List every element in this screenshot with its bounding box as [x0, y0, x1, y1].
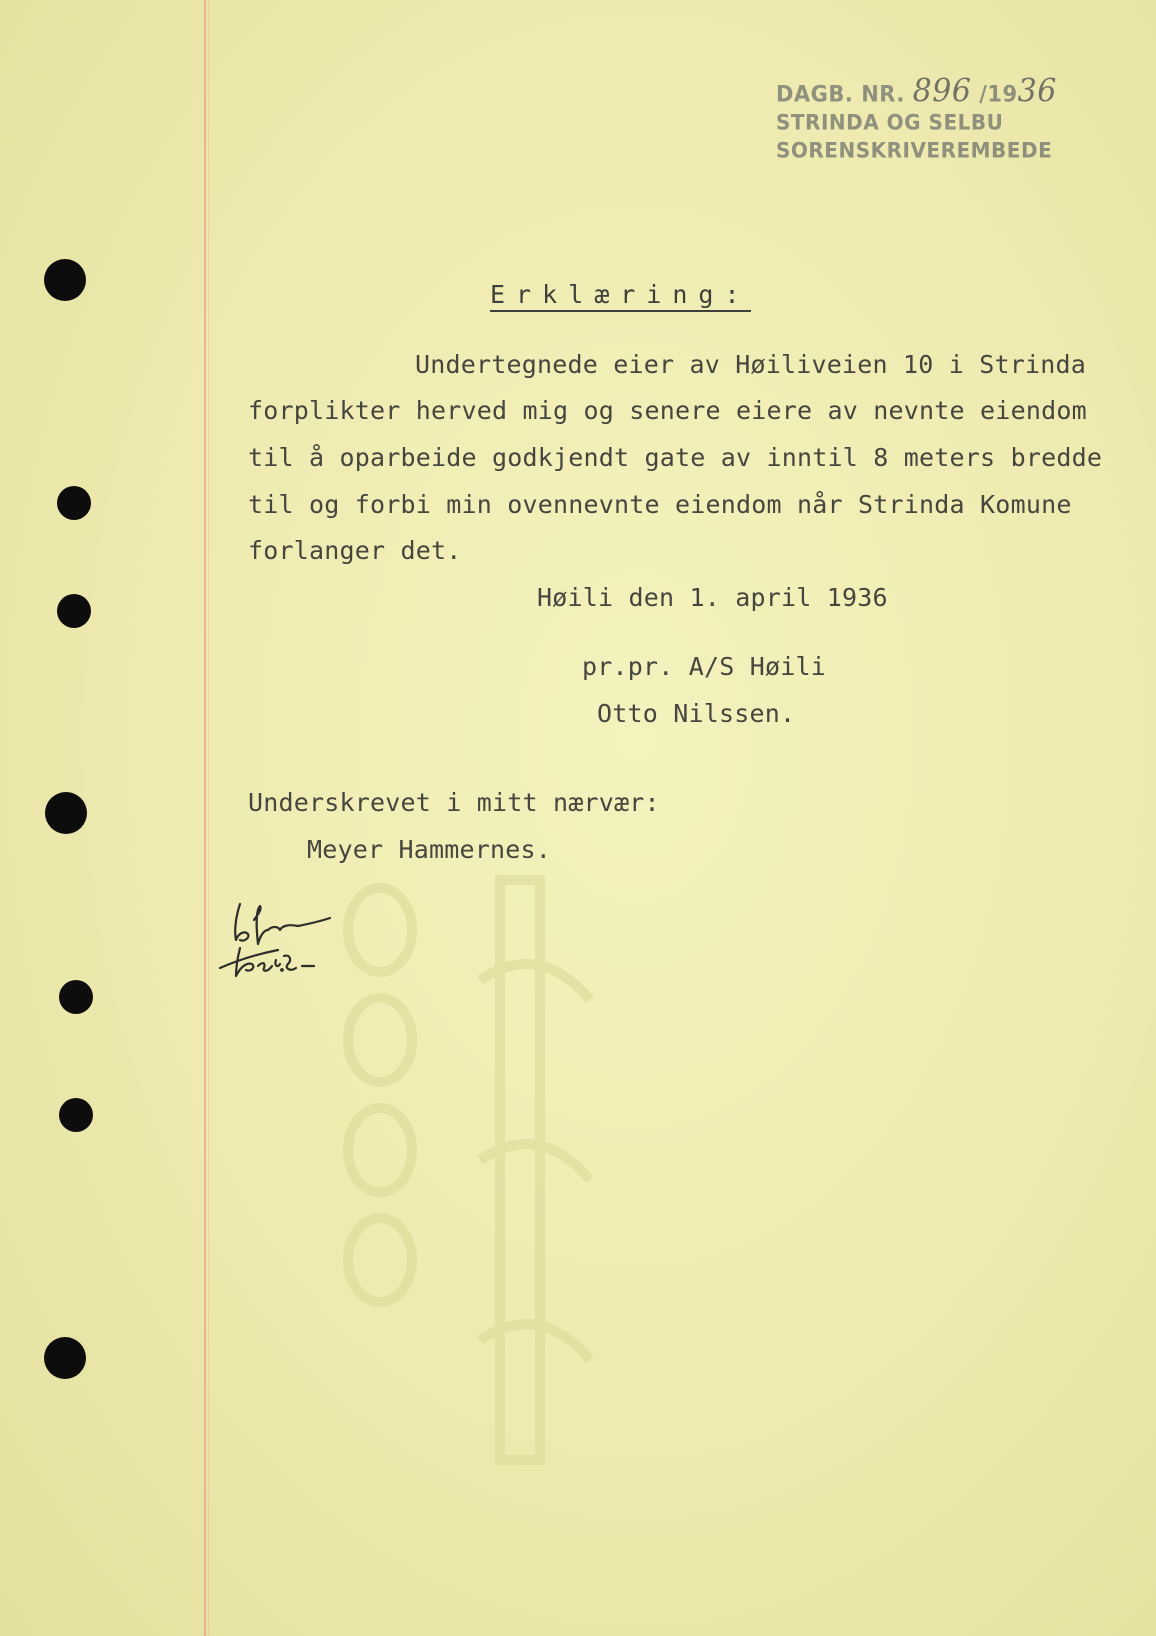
paragraph-line: til og forbi min ovennevnte eiendom når Strinda Komune	[248, 490, 1072, 519]
stamp-year-prefix: /19	[979, 81, 1018, 107]
firm-line: pr.pr. A/S Høili	[582, 652, 827, 681]
margin-rule-shadow	[208, 0, 209, 1636]
witness-name: Meyer Hammernes.	[307, 835, 552, 864]
date-line: Høili den 1. april 1936	[537, 583, 888, 612]
signatory-name: Otto Nilssen.	[597, 699, 796, 728]
punch-hole	[45, 792, 87, 834]
stamp-handwritten-year: 36	[1017, 73, 1057, 110]
punch-hole	[59, 980, 93, 1014]
paragraph-line: Undertegnede eier av Høiliveien 10 i Strinda	[415, 350, 1087, 379]
stamp-line-number	[776, 73, 1057, 110]
paper-watermark	[300, 860, 660, 1480]
paragraph-line: til å oparbeide godkjendt gate av inntil 8 meters bredde	[248, 443, 1103, 472]
stamp-line-office: SORENSKRIVEREMBEDE	[776, 137, 1053, 163]
stamp-line-court: STRINDA OG SELBU	[776, 109, 1004, 135]
paragraph-line: forlanger det.	[248, 536, 462, 565]
handwritten-initials	[218, 896, 338, 986]
stamp-handwritten-number: 896	[912, 73, 972, 110]
witness-label: Underskrevet i mitt nærvær:	[248, 788, 660, 817]
punch-hole	[57, 486, 91, 520]
paragraph-line: forplikter herved mig og senere eiere av nevnte eiendom	[248, 396, 1087, 425]
punch-hole	[59, 1098, 93, 1132]
margin-rule	[204, 0, 206, 1636]
punch-hole	[44, 259, 86, 301]
punch-hole	[44, 1337, 86, 1379]
punch-hole	[57, 594, 91, 628]
registry-stamp	[776, 73, 1057, 164]
document-title: Erklæring:	[490, 280, 751, 312]
stamp-label: DAGB. NR.	[776, 81, 905, 107]
